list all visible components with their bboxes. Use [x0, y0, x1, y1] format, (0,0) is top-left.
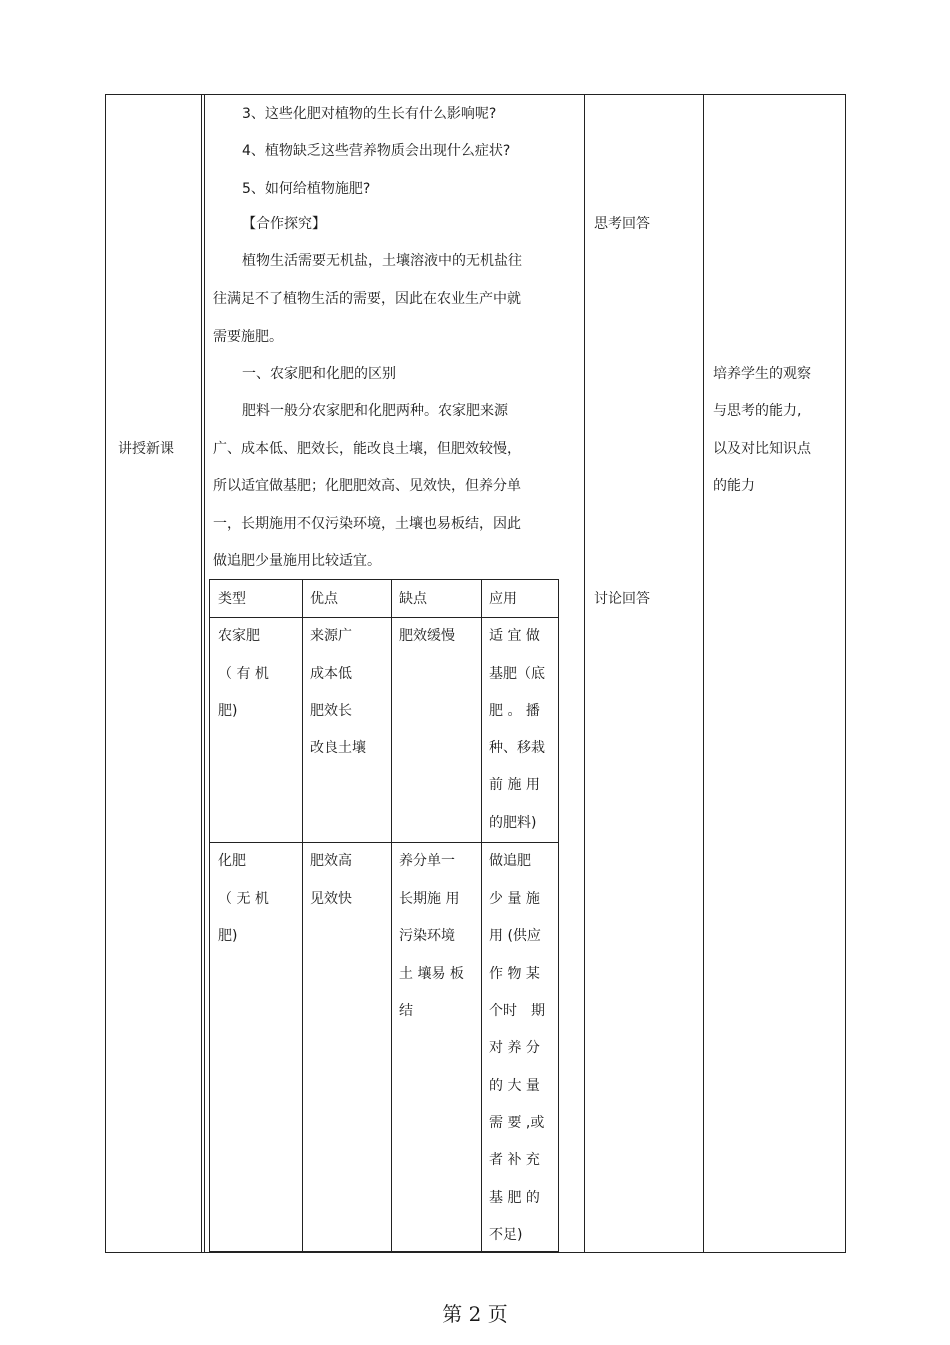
column-divider	[584, 95, 585, 1252]
body-line: 肥料一般分农家肥和化肥两种。农家肥来源	[242, 403, 508, 419]
table-col-divider	[481, 580, 482, 1251]
table-cell: 长期施 用	[399, 891, 460, 907]
body-line: 做追肥少量施用比较适宜。	[213, 553, 381, 569]
intro-line: 往满足不了植物生活的需要，因此在农业生产中就	[213, 291, 521, 307]
table-cell: 个时 期	[489, 1003, 545, 1019]
question-4: 4、植物缺乏这些营养物质会出现什么症状?	[242, 143, 511, 159]
table-cell: 改良土壤	[310, 740, 366, 756]
table-cell: 肥)	[218, 703, 238, 719]
table-col-divider	[302, 580, 303, 1251]
table-cell: 化肥	[218, 853, 246, 869]
table-cell: 基 肥 的	[489, 1190, 540, 1206]
body-line: 广、成本低、肥效长，能改良土壤，但肥效较慢，	[213, 441, 521, 457]
section-label: 讲授新课	[118, 441, 174, 457]
table-header-use: 应用	[489, 591, 517, 607]
design-intent: 的能力	[713, 478, 755, 494]
table-cell: 肥效缓慢	[399, 628, 455, 644]
intro-line: 植物生活需要无机盐，土壤溶液中的无机盐往	[242, 253, 522, 269]
table-row-divider	[210, 617, 558, 618]
design-intent: 培养学生的观察	[713, 366, 811, 382]
column-divider	[703, 95, 704, 1252]
table-header-cons: 缺点	[399, 591, 427, 607]
table-cell: 肥 。 播	[489, 703, 540, 719]
table-cell: 肥效长	[310, 703, 352, 719]
table-cell: 的肥料)	[489, 815, 537, 831]
table-cell: 做追肥	[489, 853, 531, 869]
table-cell: （ 有 机	[218, 666, 269, 682]
table-header-pros: 优点	[310, 591, 338, 607]
table-cell: 肥效高	[310, 853, 352, 869]
table-cell: 成本低	[310, 666, 352, 682]
coop-heading: 【合作探究】	[242, 216, 326, 232]
table-cell: 养分单一	[399, 853, 455, 869]
student-activity: 思考回答	[594, 216, 650, 232]
table-cell: 种、移栽	[489, 740, 545, 756]
table-cell: 土 壤易 板	[399, 966, 464, 982]
fertilizer-comparison-table	[209, 579, 559, 1252]
table-cell: 对 养 分	[489, 1040, 540, 1056]
table-cell: 用 (供应	[489, 928, 541, 944]
table-cell: 污染环境	[399, 928, 455, 944]
table-cell: 见效快	[310, 891, 352, 907]
page-number: 第 2 页	[442, 1302, 508, 1326]
table-cell: 结	[399, 1003, 413, 1019]
subheading: 一、农家肥和化肥的区别	[242, 366, 396, 382]
column-divider	[201, 95, 202, 1252]
design-intent: 以及对比知识点	[713, 441, 811, 457]
table-cell: 不足)	[489, 1227, 523, 1243]
table-cell: 少 量 施	[489, 891, 540, 907]
design-intent: 与思考的能力,	[713, 403, 802, 419]
table-cell: 需 要 ,或	[489, 1115, 545, 1131]
table-col-divider	[391, 580, 392, 1251]
table-cell: 农家肥	[218, 628, 260, 644]
table-cell: 作 物 某	[489, 966, 540, 982]
column-divider	[204, 95, 205, 1252]
table-cell: 来源广	[310, 628, 352, 644]
table-row-divider	[210, 842, 558, 843]
intro-line: 需要施肥。	[213, 329, 283, 345]
table-cell: 肥)	[218, 928, 238, 944]
table-cell: 者 补 充	[489, 1152, 540, 1168]
table-cell: （ 无 机	[218, 891, 269, 907]
lesson-table	[105, 94, 846, 1253]
table-cell: 的 大 量	[489, 1078, 540, 1094]
body-line: 所以适宜做基肥；化肥肥效高、见效快，但养分单	[213, 478, 521, 494]
table-cell: 适 宜 做	[489, 628, 540, 644]
body-line: 一，长期施用不仅污染环境，土壤也易板结，因此	[213, 516, 521, 532]
student-activity: 讨论回答	[594, 591, 650, 607]
table-cell: 基肥（底	[489, 666, 545, 682]
table-header-type: 类型	[218, 591, 246, 607]
question-3: 3、这些化肥对植物的生长有什么影响呢?	[242, 106, 497, 122]
question-5: 5、如何给植物施肥?	[242, 181, 371, 197]
table-cell: 前 施 用	[489, 777, 540, 793]
